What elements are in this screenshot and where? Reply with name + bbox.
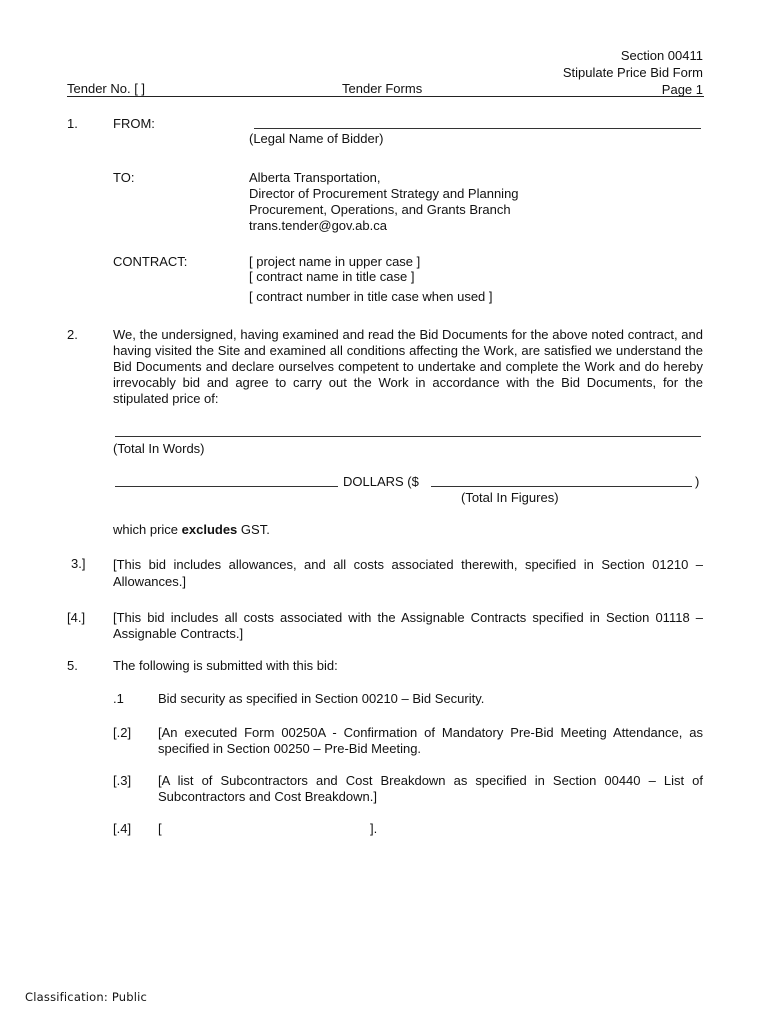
tender-number: Tender No. [ ] xyxy=(67,81,146,96)
to-label: TO: xyxy=(113,170,135,185)
subitem-4-open-bracket: [ xyxy=(158,821,162,836)
subitem-3-number: [.3] xyxy=(113,773,132,788)
page-number: Page 1 xyxy=(661,82,703,97)
item-1-number: 1. xyxy=(67,116,78,131)
item-2-number: 2. xyxy=(67,327,78,342)
page-title: Tender Forms xyxy=(342,81,423,96)
recipient-line-2: Director of Procurement Strategy and Planning xyxy=(249,186,519,201)
form-name: Stipulate Price Bid Form xyxy=(562,65,703,80)
bid-declaration-text: We, the undersigned, having examined and read the Bid Documents for the above noted contract, and having visited the Site and examined all conditions affecting the Work, are satisfied we understand the Bid Documents and declare ourselves competent to undertake and complete the Work and do hereby irrevocably bid and agree to carry out the Work in accordance with the Bid Documents, for the stipulated price of: xyxy=(113,327,703,406)
from-label: FROM: xyxy=(113,116,155,131)
header-rule xyxy=(67,96,704,97)
total-in-words-caption: (Total In Words) xyxy=(113,441,205,456)
total-in-figures-caption: (Total In Figures) xyxy=(461,490,559,505)
subitem-1-text: Bid security as specified in Section 00210 – Bid Security. xyxy=(158,691,485,706)
gst-statement: which price excludes GST. xyxy=(113,522,270,537)
item-3-number: 3.] xyxy=(71,556,86,571)
allowances-text: [This bid includes allowances, and all costs associated therewith, specified in Section 01210 – Allowances.] xyxy=(113,557,703,589)
total-in-figures-field[interactable] xyxy=(431,486,692,487)
header-right-block xyxy=(563,47,703,98)
submitted-intro: The following is submitted with this bid: xyxy=(113,658,338,673)
contract-name: [ contract name in title case ] xyxy=(249,269,415,284)
subitem-1-number: .1 xyxy=(113,691,124,706)
contract-label: CONTRACT: xyxy=(113,254,188,269)
bidder-name-field[interactable] xyxy=(254,128,701,129)
classification-footer: Classification: Public xyxy=(25,990,148,1004)
dollars-words-field[interactable] xyxy=(115,486,338,487)
item-4-number: [4.] xyxy=(67,610,86,625)
contract-project-name: [ project name in upper case ] xyxy=(249,254,421,269)
subitem-4-number: [.4] xyxy=(113,821,132,836)
close-paren: ) xyxy=(695,474,700,489)
section-number: Section 00411 xyxy=(620,48,703,63)
subitem-2-text: [An executed Form 00250A - Confirmation of Mandatory Pre-Bid Meeting Attendance, as specified in Section 00250 – Pre-Bid Meeting. xyxy=(158,725,703,756)
total-in-words-field[interactable] xyxy=(115,436,701,437)
contract-number: [ contract number in title case when used ] xyxy=(249,289,493,304)
assignable-contracts-text: [This bid includes all costs associated with the Assignable Contracts specified in Section 01118 – Assignable Contracts.] xyxy=(113,610,703,641)
dollars-label: DOLLARS ($ xyxy=(343,474,419,489)
subitem-3-text: [A list of Subcontractors and Cost Breakdown as specified in Section 00440 – List of Subcontractors and Cost Breakdown.] xyxy=(158,773,703,804)
recipient-line-1: Alberta Transportation, xyxy=(249,170,381,185)
subitem-4-close-bracket: ]. xyxy=(370,821,378,836)
recipient-line-3: Procurement, Operations, and Grants Branch xyxy=(249,202,511,217)
bidder-name-caption: (Legal Name of Bidder) xyxy=(249,131,384,146)
subitem-2-number: [.2] xyxy=(113,725,132,740)
item-5-number: 5. xyxy=(67,658,78,673)
recipient-email: trans.tender@gov.ab.ca xyxy=(249,218,387,233)
excludes-emphasis: excludes xyxy=(181,522,238,537)
